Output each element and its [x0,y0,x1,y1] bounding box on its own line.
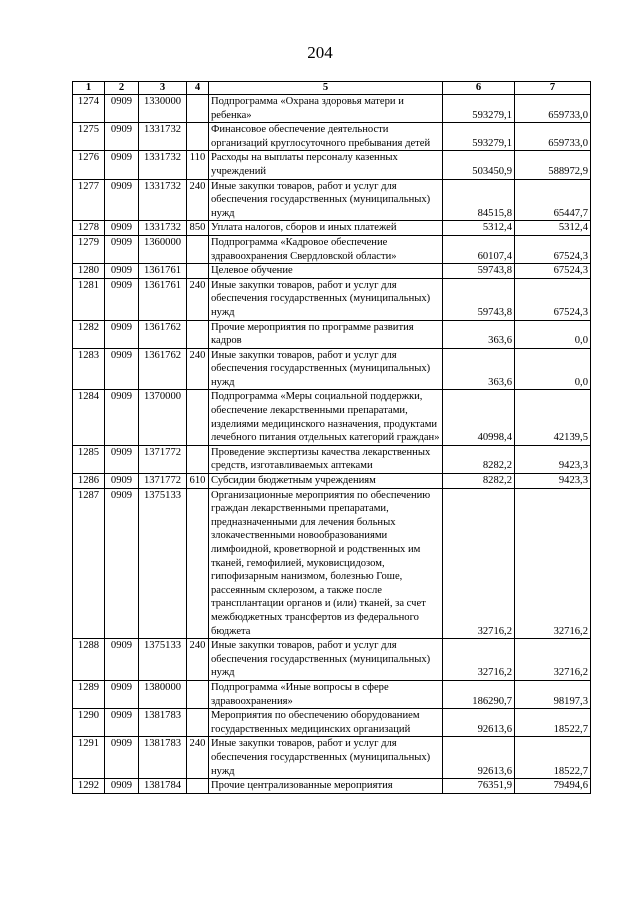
item-name: Прочие мероприятия по программе развития кадров [209,320,443,348]
row-number: 1283 [73,348,105,390]
target-code: 1331732 [139,123,187,151]
row-number: 1287 [73,488,105,639]
expense-type: 850 [187,221,209,236]
section-code: 0909 [105,737,139,779]
amount-col7: 9423,3 [515,445,591,473]
table-row [73,320,591,348]
row-number: 1274 [73,95,105,123]
row-number: 1282 [73,320,105,348]
amount-col6: 40998,4 [443,390,515,445]
amount-col7: 659733,0 [515,95,591,123]
expense-type [187,95,209,123]
section-code: 0909 [105,179,139,221]
item-name: Иные закупки товаров, работ и услуг для обеспечения государственных (муниципальных) нужд [209,737,443,779]
expense-type [187,445,209,473]
table-row [73,151,591,179]
item-name: Уплата налогов, сборов и иных платежей [209,221,443,236]
section-code: 0909 [105,221,139,236]
expense-type [187,680,209,708]
row-number: 1275 [73,123,105,151]
column-header: 4 [187,82,209,95]
target-code: 1370000 [139,390,187,445]
item-name: Иные закупки товаров, работ и услуг для обеспечения государственных (муниципальных) нужд [209,639,443,681]
item-name: Иные закупки товаров, работ и услуг для обеспечения государственных (муниципальных) нужд [209,278,443,320]
row-number: 1277 [73,179,105,221]
expense-type [187,320,209,348]
amount-col6: 92613,6 [443,709,515,737]
amount-col6: 593279,1 [443,123,515,151]
column-header: 2 [105,82,139,95]
item-name: Мероприятия по обеспечению оборудованием государственных медицинских организаций [209,709,443,737]
target-code: 1331732 [139,179,187,221]
expense-type [187,264,209,279]
item-name: Расходы на выплаты персоналу казенных учреждений [209,151,443,179]
target-code: 1330000 [139,95,187,123]
item-name: Субсидии бюджетным учреждениям [209,474,443,489]
table-row [73,235,591,263]
target-code: 1371772 [139,474,187,489]
row-number: 1281 [73,278,105,320]
item-name: Прочие централизованные мероприятия [209,779,443,794]
expense-type: 240 [187,179,209,221]
amount-col6: 363,6 [443,320,515,348]
expense-type [187,779,209,794]
section-code: 0909 [105,320,139,348]
amount-col7: 0,0 [515,320,591,348]
table-row [73,264,591,279]
expense-type [187,390,209,445]
column-header: 6 [443,82,515,95]
expense-type: 240 [187,278,209,320]
amount-col6: 186290,7 [443,680,515,708]
row-number: 1276 [73,151,105,179]
row-number: 1285 [73,445,105,473]
amount-col7: 42139,5 [515,390,591,445]
section-code: 0909 [105,474,139,489]
item-name: Финансовое обеспечение деятельности организаций круглосуточного пребывания детей [209,123,443,151]
row-number: 1280 [73,264,105,279]
table-row [73,737,591,779]
column-header: 1 [73,82,105,95]
table-row [73,779,591,794]
row-number: 1286 [73,474,105,489]
table-row [73,680,591,708]
row-number: 1279 [73,235,105,263]
table-row [73,95,591,123]
expense-type: 240 [187,737,209,779]
section-code: 0909 [105,779,139,794]
amount-col6: 503450,9 [443,151,515,179]
target-code: 1380000 [139,680,187,708]
amount-col6: 84515,8 [443,179,515,221]
row-number: 1284 [73,390,105,445]
expense-type [187,123,209,151]
amount-col6: 8282,2 [443,445,515,473]
target-code: 1375133 [139,639,187,681]
expense-type [187,709,209,737]
amount-col7: 18522,7 [515,737,591,779]
target-code: 1375133 [139,488,187,639]
amount-col7: 32716,2 [515,488,591,639]
table-row [73,488,591,639]
section-code: 0909 [105,639,139,681]
amount-col6: 593279,1 [443,95,515,123]
row-number: 1292 [73,779,105,794]
table-body [73,95,591,794]
amount-col6: 32716,2 [443,488,515,639]
amount-col7: 79494,6 [515,779,591,794]
amount-col6: 363,6 [443,348,515,390]
amount-col7: 5312,4 [515,221,591,236]
item-name: Подпрограмма «Охрана здоровья матери и ребенка» [209,95,443,123]
section-code: 0909 [105,348,139,390]
budget-table [72,81,591,794]
target-code: 1381784 [139,779,187,794]
column-header: 7 [515,82,591,95]
target-code: 1361761 [139,278,187,320]
target-code: 1361762 [139,320,187,348]
amount-col6: 32716,2 [443,639,515,681]
section-code: 0909 [105,445,139,473]
table-row [73,278,591,320]
amount-col6: 8282,2 [443,474,515,489]
expense-type: 110 [187,151,209,179]
section-code: 0909 [105,278,139,320]
section-code: 0909 [105,95,139,123]
section-code: 0909 [105,151,139,179]
item-name: Организационные мероприятия по обеспечению граждан лекарственными препаратами, предназначенными для лечения больных злокачественными новообразованиями лимфоидной, кроветворной и родственных им тканей, гемофилией, муковисцидозом, гипофизарным нанизмом, болезнью Гоше, рассеянным склерозом, а также после трансплантации органов и (или) тканей, за счет межбюджетных трансфертов из федерального бюджета [209,488,443,639]
item-name: Подпрограмма «Кадровое обеспечение здравоохранения Свердловской области» [209,235,443,263]
item-name: Целевое обучение [209,264,443,279]
expense-type: 240 [187,639,209,681]
expense-type: 240 [187,348,209,390]
table-row [73,390,591,445]
amount-col7: 67524,3 [515,278,591,320]
item-name: Подпрограмма «Меры социальной поддержки, обеспечение лекарственными препаратами, изделиями медицинского назначения, продуктами лечебного питания отдельных категорий граждан» [209,390,443,445]
table-row [73,123,591,151]
amount-col7: 9423,3 [515,474,591,489]
table-row [73,709,591,737]
section-code: 0909 [105,235,139,263]
table-row [73,445,591,473]
section-code: 0909 [105,264,139,279]
amount-col6: 76351,9 [443,779,515,794]
target-code: 1381783 [139,709,187,737]
section-code: 0909 [105,390,139,445]
column-header: 3 [139,82,187,95]
table-row [73,179,591,221]
table-row [73,639,591,681]
amount-col7: 65447,7 [515,179,591,221]
item-name: Проведение экспертизы качества лекарственных средств, изготавливаемых аптеками [209,445,443,473]
amount-col7: 98197,3 [515,680,591,708]
table-row [73,221,591,236]
item-name: Иные закупки товаров, работ и услуг для обеспечения государственных (муниципальных) нужд [209,179,443,221]
row-number: 1278 [73,221,105,236]
table-row [73,474,591,489]
amount-col6: 92613,6 [443,737,515,779]
target-code: 1361761 [139,264,187,279]
row-number: 1289 [73,680,105,708]
amount-col7: 67524,3 [515,264,591,279]
amount-col6: 59743,8 [443,278,515,320]
item-name: Подпрограмма «Иные вопросы в сфере здравоохранения» [209,680,443,708]
amount-col6: 60107,4 [443,235,515,263]
amount-col7: 588972,9 [515,151,591,179]
expense-type [187,235,209,263]
section-code: 0909 [105,488,139,639]
row-number: 1290 [73,709,105,737]
amount-col7: 0,0 [515,348,591,390]
target-code: 1381783 [139,737,187,779]
target-code: 1331732 [139,221,187,236]
target-code: 1360000 [139,235,187,263]
target-code: 1371772 [139,445,187,473]
row-number: 1288 [73,639,105,681]
amount-col7: 32716,2 [515,639,591,681]
table-row [73,348,591,390]
amount-col7: 659733,0 [515,123,591,151]
target-code: 1331732 [139,151,187,179]
column-header: 5 [209,82,443,95]
expense-type: 610 [187,474,209,489]
row-number: 1291 [73,737,105,779]
item-name: Иные закупки товаров, работ и услуг для обеспечения государственных (муниципальных) нужд [209,348,443,390]
amount-col6: 59743,8 [443,264,515,279]
section-code: 0909 [105,123,139,151]
amount-col7: 18522,7 [515,709,591,737]
page-number: 204 [307,43,333,62]
amount-col6: 5312,4 [443,221,515,236]
header-row [73,82,591,95]
target-code: 1361762 [139,348,187,390]
expense-type [187,488,209,639]
section-code: 0909 [105,709,139,737]
section-code: 0909 [105,680,139,708]
amount-col7: 67524,3 [515,235,591,263]
